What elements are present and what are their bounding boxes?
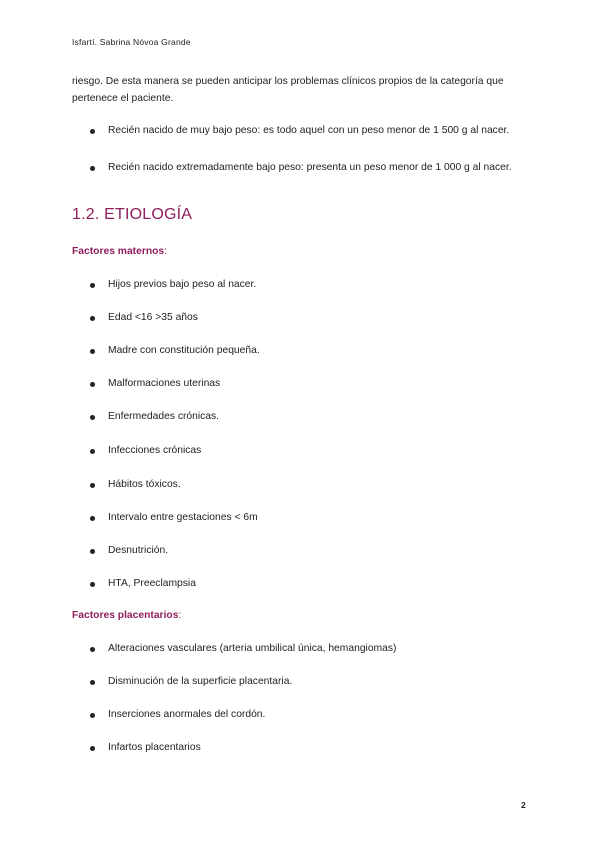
bullet-icon bbox=[90, 382, 95, 387]
bullet-icon bbox=[90, 549, 95, 554]
bullet-icon bbox=[90, 483, 95, 488]
list-item bbox=[90, 741, 530, 755]
section-title: 1.2. ETIOLOGÍA bbox=[72, 206, 193, 223]
list-item bbox=[90, 124, 530, 138]
bullet-icon bbox=[90, 129, 95, 134]
heading-text: Factores placentarios bbox=[72, 610, 179, 621]
list-item bbox=[90, 478, 530, 492]
list-item bbox=[90, 278, 530, 292]
list-item bbox=[90, 544, 530, 558]
bullet-icon bbox=[90, 166, 95, 171]
list-item-text: Disminución de la superficie placentaria. bbox=[108, 676, 293, 687]
list-item bbox=[90, 577, 530, 591]
list-item bbox=[90, 311, 530, 325]
list-item bbox=[90, 377, 530, 391]
heading-colon: : bbox=[178, 610, 182, 621]
bullet-icon bbox=[90, 582, 95, 587]
list-item-text: Recién nacido de muy bajo peso: es todo aquel con un peso menor de 1 500 g al nacer. bbox=[108, 125, 510, 136]
list-item-text: Recién nacido extremadamente bajo peso: presenta un peso menor de 1 000 g al nacer. bbox=[108, 162, 512, 173]
list-item-text: Desnutrición. bbox=[108, 545, 169, 556]
list-item bbox=[90, 161, 530, 175]
list-item bbox=[90, 410, 530, 424]
heading-text: Factores maternos bbox=[72, 246, 165, 257]
list-item-text: Inserciones anormales del cordón. bbox=[108, 709, 266, 720]
list-item bbox=[90, 642, 530, 656]
list-item-text: Hijos previos bajo peso al nacer. bbox=[108, 279, 257, 290]
list-item-text: Infecciones crónicas bbox=[108, 445, 202, 456]
list-item bbox=[90, 444, 530, 458]
bullet-icon bbox=[90, 647, 95, 652]
page-header-author: Isfartí. Sabrina Nóvoa Grande bbox=[72, 37, 191, 47]
bullet-icon bbox=[90, 680, 95, 685]
list-item bbox=[90, 675, 530, 689]
bullet-icon bbox=[90, 283, 95, 288]
heading-colon: : bbox=[164, 246, 168, 257]
list-item bbox=[90, 344, 530, 358]
bullet-icon bbox=[90, 516, 95, 521]
list-item-text: Infartos placentarios bbox=[108, 742, 201, 753]
list-item-text: Enfermedades crónicas. bbox=[108, 411, 220, 422]
page-number: 2 bbox=[521, 800, 526, 810]
bullet-icon bbox=[90, 349, 95, 354]
list-item-text: Edad <16 >35 años bbox=[108, 312, 198, 323]
bullet-icon bbox=[90, 746, 95, 751]
list-item-text: Alteraciones vasculares (arteria umbilical única, hemangiomas) bbox=[108, 643, 397, 654]
bullet-icon bbox=[90, 415, 95, 420]
list-item-text: Hábitos tóxicos. bbox=[108, 479, 181, 490]
list-item-text: Madre con constitución pequeña. bbox=[108, 345, 260, 356]
list-item-text: Intervalo entre gestaciones < 6m bbox=[108, 512, 258, 523]
bullet-icon bbox=[90, 316, 95, 321]
bullet-icon bbox=[90, 713, 95, 718]
bullet-icon bbox=[90, 449, 95, 454]
list-item-text: Malformaciones uterinas bbox=[108, 378, 221, 389]
list-item bbox=[90, 511, 530, 525]
list-item-text: HTA, Preeclampsia bbox=[108, 578, 196, 589]
list-item bbox=[90, 708, 530, 722]
maternal-factors-heading bbox=[72, 246, 167, 257]
placental-factors-heading bbox=[72, 610, 181, 621]
intro-paragraph: riesgo. De esta manera se pueden anticipar los problemas clínicos propios de la categoría que pertenece el paciente. bbox=[72, 76, 504, 104]
